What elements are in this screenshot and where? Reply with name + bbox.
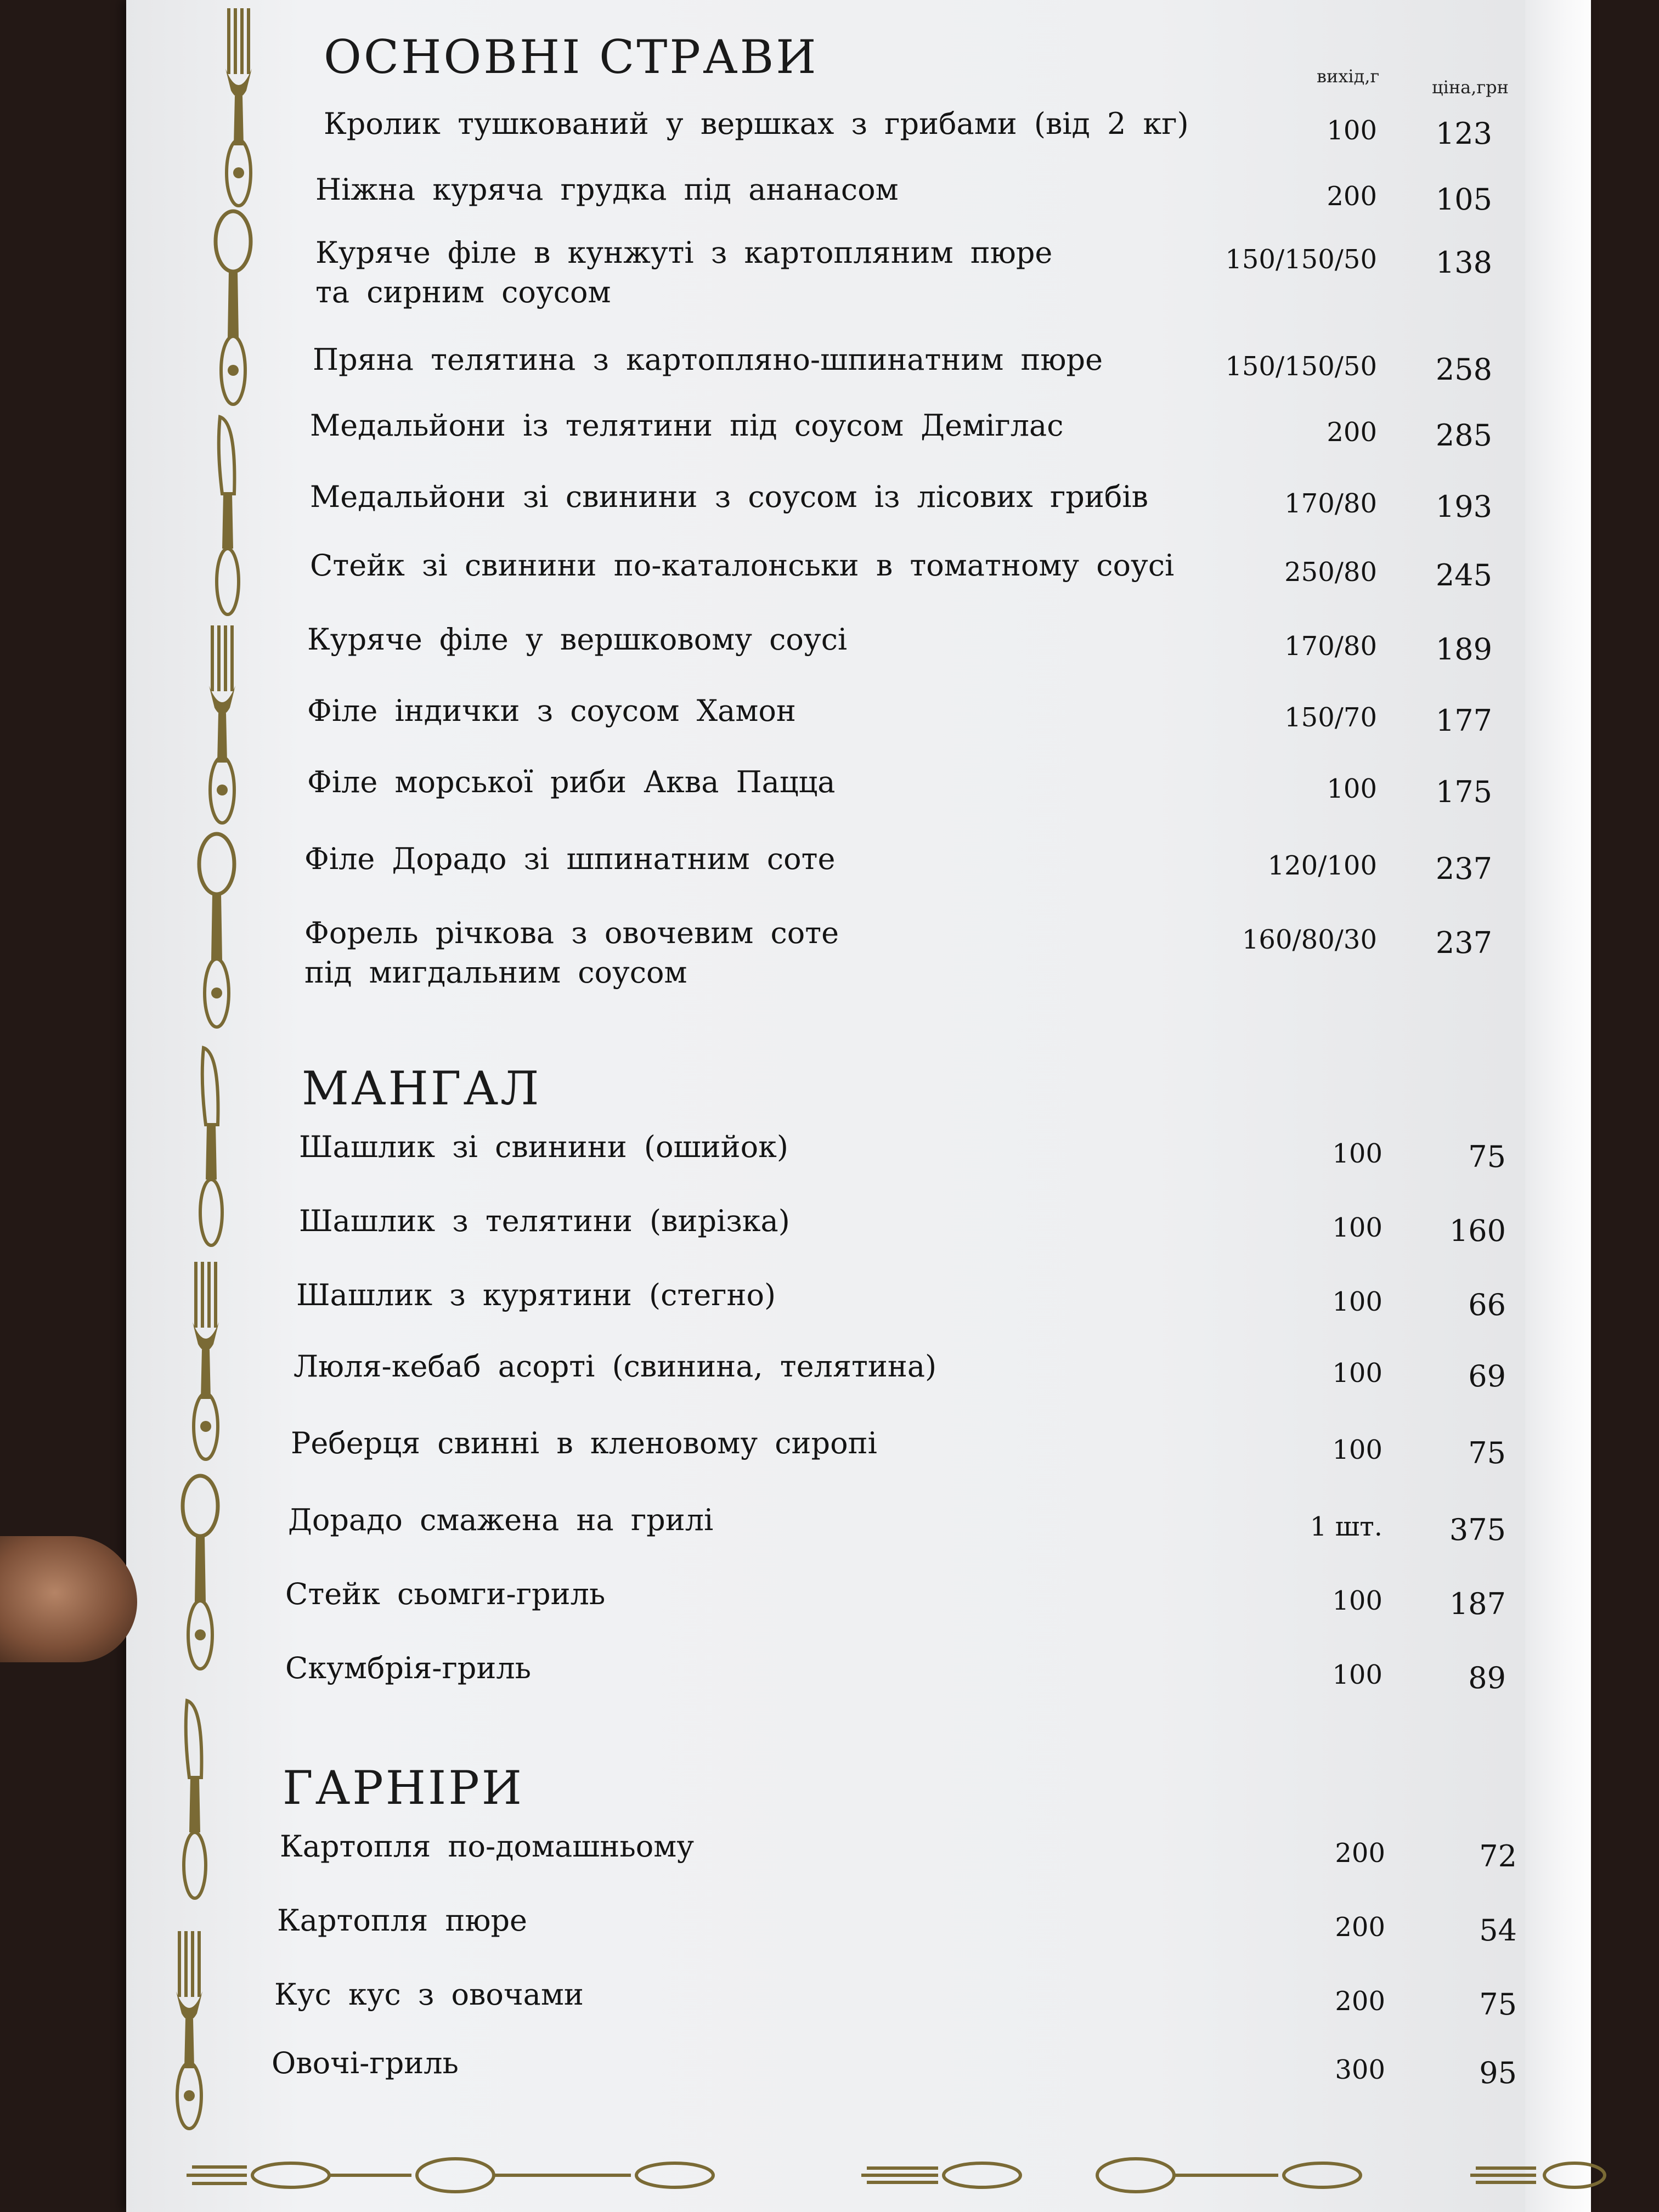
menu-item-name xyxy=(310,546,1174,585)
menu-item-weight: 100 xyxy=(1327,115,1377,146)
menu-item-name-line: Філе індички з соусом Хамон xyxy=(307,693,796,728)
menu-item-price: 75 xyxy=(1479,1987,1517,2022)
menu-item-weight: 100 xyxy=(1332,1585,1383,1616)
menu-item-weight: 150/150/50 xyxy=(1225,244,1377,275)
menu-item-name xyxy=(288,1500,713,1540)
thumb xyxy=(0,1536,137,1662)
weight-column-header: вихід,г xyxy=(1317,66,1380,87)
menu-item-price: 66 xyxy=(1468,1288,1506,1322)
menu-item-name xyxy=(296,1276,776,1315)
menu-item-weight: 150/70 xyxy=(1284,702,1377,733)
menu-item-name-line: Картопля пюре xyxy=(277,1903,527,1938)
menu-item-name-line: та сирним соусом xyxy=(315,275,611,309)
menu-item-weight: 100 xyxy=(1332,1358,1383,1389)
menu-item-price: 95 xyxy=(1479,2056,1517,2090)
menu-item-price: 193 xyxy=(1435,489,1492,524)
menu-item-weight: 200 xyxy=(1327,181,1377,212)
menu-item-name xyxy=(304,913,839,992)
menu-item-name-line: під мигдальним соусом xyxy=(304,955,687,990)
menu-item-price: 69 xyxy=(1468,1359,1506,1393)
menu-item-price: 375 xyxy=(1449,1513,1506,1547)
menu-item-name-line: Пряна телятина з картопляно-шпинатним пюре xyxy=(313,342,1103,377)
menu-item-weight: 200 xyxy=(1335,1838,1385,1869)
menu-item-name-line: Кус кус з овочами xyxy=(274,1977,584,2012)
menu-item-weight: 100 xyxy=(1332,1286,1383,1317)
menu-item-name-line: Кролик тушкований у вершках з грибами (від 2 кг) xyxy=(324,106,1189,141)
menu-item-name xyxy=(299,1127,788,1167)
menu-item-weight: 200 xyxy=(1327,417,1377,448)
menu-item-name xyxy=(280,1827,694,1866)
menu-item-name-line: Шашлик з телятини (вирізка) xyxy=(299,1204,790,1238)
menu-item-name xyxy=(285,1575,605,1614)
menu-item-price: 237 xyxy=(1435,851,1492,886)
menu-item-price: 258 xyxy=(1435,352,1492,387)
menu-item-name xyxy=(307,620,847,659)
menu-item-weight: 1 шт. xyxy=(1310,1511,1383,1542)
menu-item-weight: 150/150/50 xyxy=(1225,351,1377,382)
menu-item-weight: 100 xyxy=(1332,1212,1383,1243)
menu-item-name-line: Ніжна куряча грудка під ананасом xyxy=(315,172,899,207)
menu-item-name-line: Скумбрія-гриль xyxy=(285,1651,532,1685)
menu-item-weight: 120/100 xyxy=(1267,850,1377,881)
menu-item-weight: 200 xyxy=(1335,1912,1385,1943)
menu-item-price: 160 xyxy=(1449,1214,1506,1248)
menu-item-weight: 100 xyxy=(1332,1660,1383,1690)
menu-item-price: 138 xyxy=(1435,245,1492,280)
menu-item-name xyxy=(324,104,1189,144)
menu-item-name xyxy=(277,1901,527,1940)
menu-item-weight: 200 xyxy=(1335,1986,1385,2017)
menu-item-price: 285 xyxy=(1435,418,1492,453)
menu-item-name-line: Медальйони зі свинини з соусом із лісових грибів xyxy=(310,479,1149,514)
menu-item-price: 123 xyxy=(1435,116,1492,151)
menu-item-price: 189 xyxy=(1435,632,1492,667)
menu-item-name xyxy=(299,1201,790,1241)
menu-item-name-line: Медальйони із телятини під соусом Деміглас xyxy=(310,408,1064,443)
menu-item-name xyxy=(307,691,796,731)
menu-item-name xyxy=(307,763,836,802)
menu-item-name-line: Шашлик з курятини (стегно) xyxy=(296,1278,776,1312)
menu-item-name xyxy=(294,1347,936,1386)
menu-item-name xyxy=(285,1649,531,1688)
section-title-main-dishes: ОСНОВНІ СТРАВИ xyxy=(324,30,819,84)
menu-item-name-line: Картопля по-домашньому xyxy=(280,1829,695,1864)
menu-item-name-line: Філе Дорадо зі шпинатним соте xyxy=(304,842,836,876)
menu-item-price: 187 xyxy=(1449,1587,1506,1621)
section-title-grill: МАНГАЛ xyxy=(302,1062,541,1115)
menu-item-name-line: Дорадо смажена на грилі xyxy=(288,1503,714,1537)
menu-item-weight: 300 xyxy=(1335,2055,1385,2085)
menu-item-name-line: Форель річкова з овочевим соте xyxy=(304,916,839,950)
menu-item-price: 105 xyxy=(1435,182,1492,217)
menu-item-name-line: Філе морської риби Аква Пацца xyxy=(307,765,836,799)
menu-item-name xyxy=(310,406,1063,445)
menu-item-weight: 250/80 xyxy=(1284,557,1377,588)
price-column-header: ціна,грн xyxy=(1432,77,1509,98)
menu-item-name xyxy=(291,1424,877,1463)
menu-item-name xyxy=(313,340,1103,380)
menu-item-name xyxy=(315,233,1052,312)
section-title-side-dishes: ГАРНІРИ xyxy=(283,1761,524,1815)
menu-item-weight: 170/80 xyxy=(1284,488,1377,519)
menu-item-price: 177 xyxy=(1435,703,1492,738)
menu-item-name xyxy=(274,1975,584,2015)
menu-item-price: 72 xyxy=(1479,1839,1517,1874)
menu-item-price: 237 xyxy=(1435,926,1492,960)
menu-item-name-line: Реберця свинні в кленовому сиропі xyxy=(291,1426,877,1460)
menu-item-name xyxy=(310,477,1148,517)
menu-item-name-line: Стейк зі свинини по-каталонськи в томатному соусі xyxy=(310,548,1175,583)
menu-item-weight: 170/80 xyxy=(1284,631,1377,662)
menu-item-weight: 100 xyxy=(1327,774,1377,804)
menu-item-price: 89 xyxy=(1468,1661,1506,1695)
menu-item-name xyxy=(272,2044,459,2083)
menu-item-name-line: Куряче філе в кунжуті з картопляним пюре xyxy=(315,235,1053,270)
menu-item-price: 245 xyxy=(1435,558,1492,592)
menu-item-name-line: Шашлик зі свинини (ошийок) xyxy=(299,1130,788,1164)
menu-item-weight: 100 xyxy=(1332,1435,1383,1465)
menu-item-price: 75 xyxy=(1468,1436,1506,1470)
menu-item-name-line: Овочі-гриль xyxy=(272,2046,459,2080)
menu-item-weight: 100 xyxy=(1332,1138,1383,1169)
menu-item-price: 54 xyxy=(1479,1913,1517,1948)
menu-item-name xyxy=(315,170,899,210)
menu-item-name-line: Люля-кебаб асорті (свинина, телятина) xyxy=(294,1349,937,1384)
menu-item-price: 175 xyxy=(1435,775,1492,809)
menu-item-name-line: Стейк сьомги-гриль xyxy=(285,1577,606,1611)
menu-item-price: 75 xyxy=(1468,1139,1506,1174)
menu-item-name-line: Куряче філе у вершковому соусі xyxy=(307,622,848,657)
menu-item-name xyxy=(304,839,836,879)
menu-item-weight: 160/80/30 xyxy=(1242,924,1377,955)
